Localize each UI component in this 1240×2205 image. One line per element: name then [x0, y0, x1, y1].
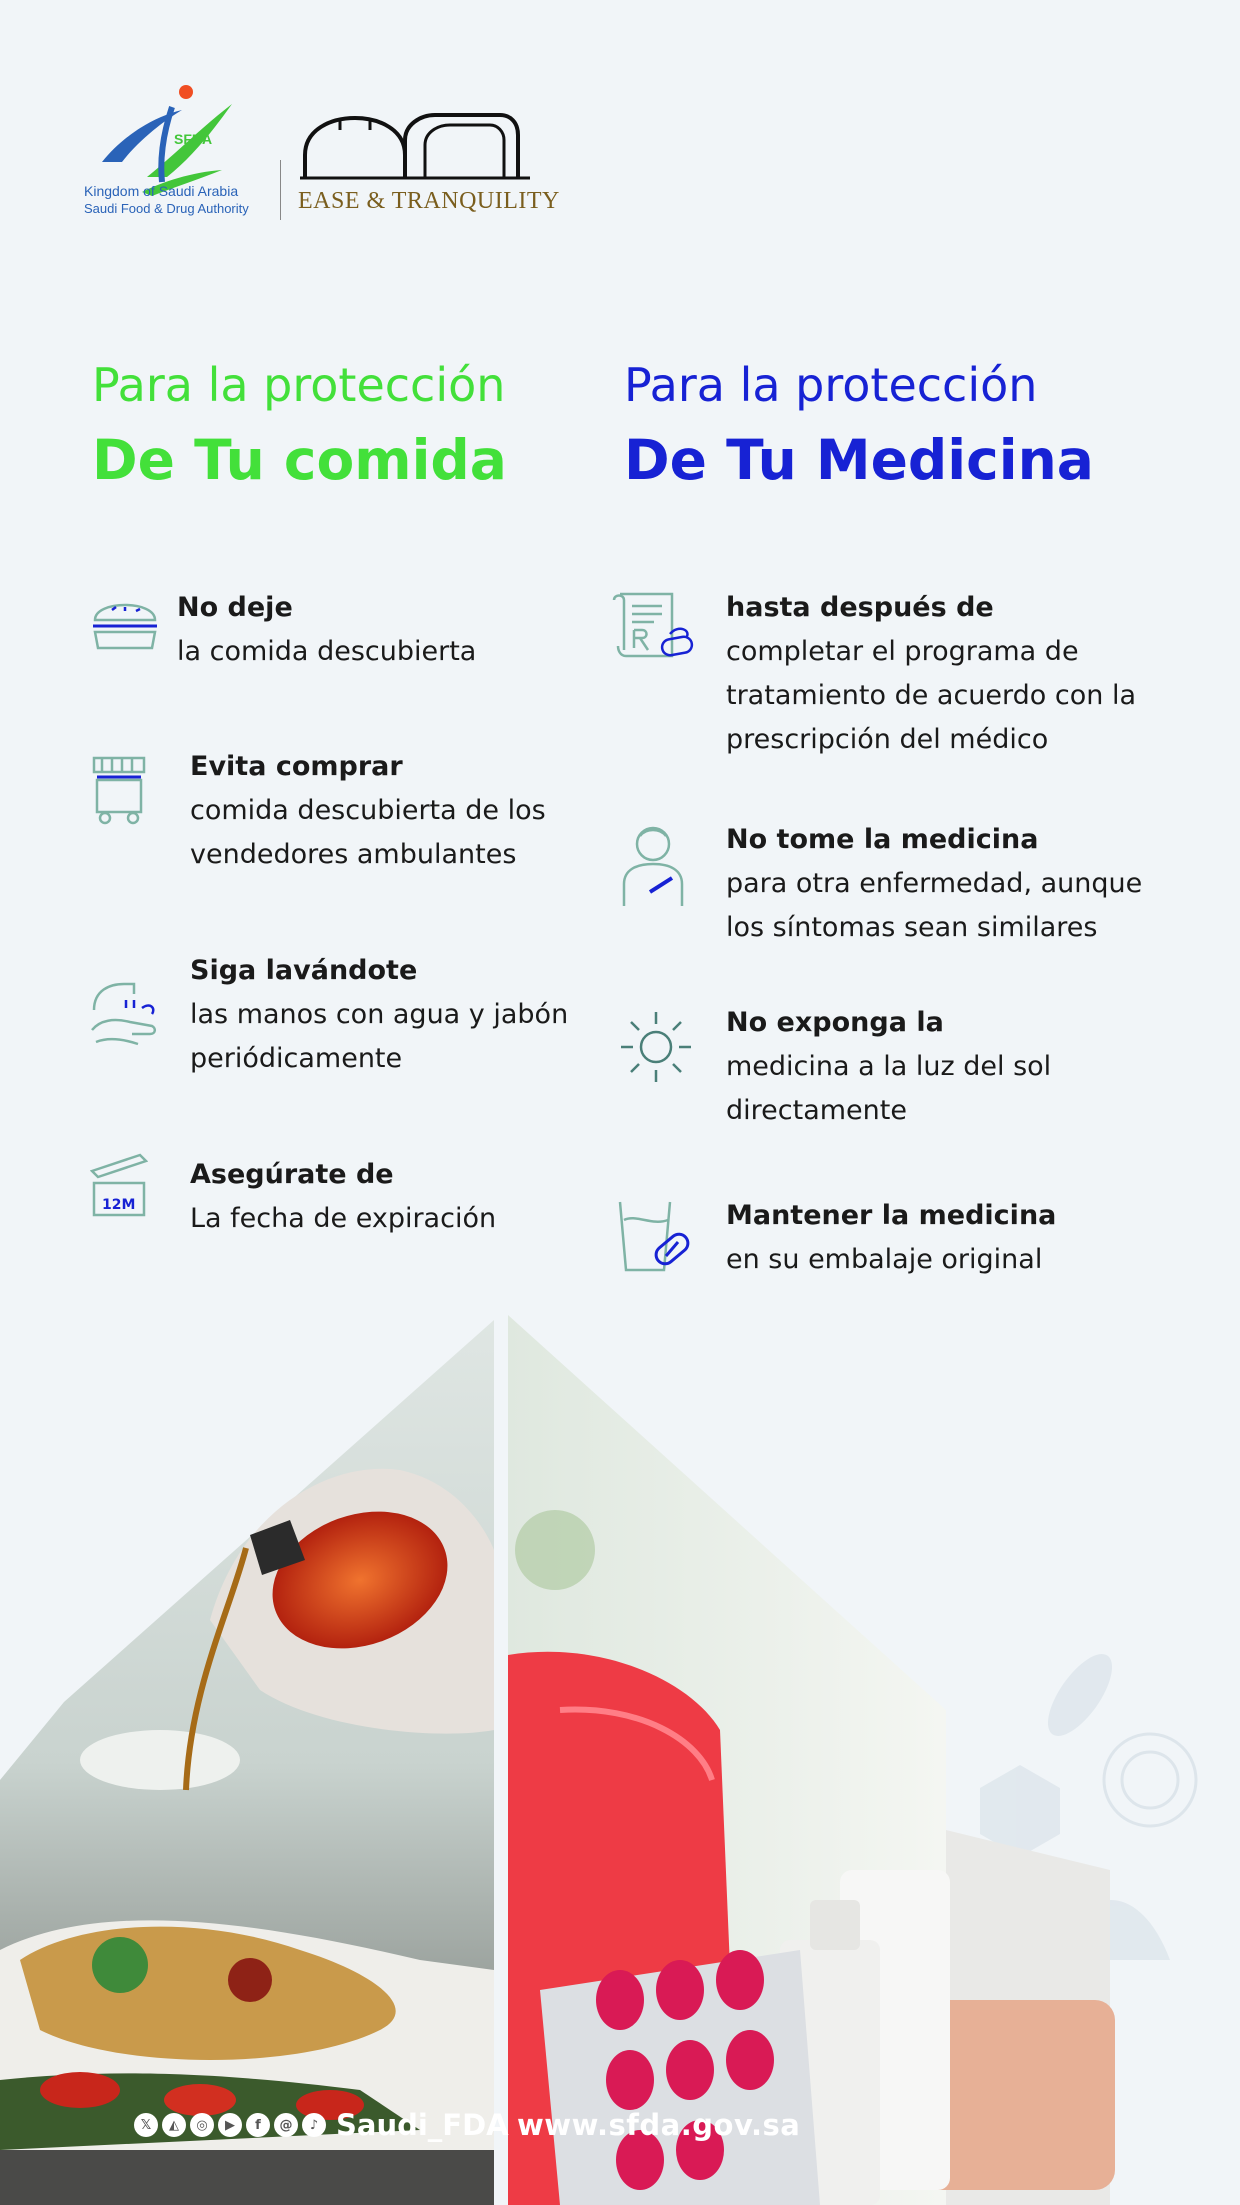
sfda-abbr: SFDA [174, 131, 213, 147]
youtube-icon[interactable]: ▶ [218, 2113, 242, 2137]
ease-tranquility-text: EASE & TRANQUILITY [298, 188, 560, 214]
patient-icon [620, 822, 686, 908]
medicine-photo [508, 1315, 1115, 2205]
photo-area [0, 1310, 1240, 2205]
medicine-tip-title: No exponga la [726, 1007, 944, 1038]
tiktok-icon[interactable]: ♪ [302, 2113, 326, 2137]
food-tip-line: vendedores ambulantes [190, 839, 517, 870]
header-divider [280, 160, 281, 220]
can-expiry-label: 12M [102, 1197, 136, 1213]
website-link[interactable]: www.sfda.gov.sa [517, 2108, 801, 2142]
prescription-icon [612, 590, 696, 664]
sfda-name-line2: Saudi Food & Drug Authority [84, 201, 249, 216]
food-can-icon [90, 1153, 148, 1219]
food-photo [0, 1320, 494, 2205]
medicine-tip-title: hasta después de [726, 592, 994, 623]
food-tip-line: periódicamente [190, 1043, 403, 1074]
sfda-name-line1: Kingdom of Saudi Arabia [84, 183, 239, 199]
food-tip-line: La fecha de expiración [190, 1203, 497, 1234]
food-tip-title: Evita comprar [190, 751, 403, 782]
food-tip-title: No deje [177, 592, 293, 623]
burger-icon [90, 592, 160, 654]
medicine-heading-top: Para la protección [624, 358, 1038, 412]
ease-tranquility-logo [300, 110, 530, 180]
snapchat-icon[interactable]: ◭ [162, 2113, 186, 2137]
medicine-tip-title: Mantener la medicina [726, 1200, 1057, 1231]
medicine-tip-line: directamente [726, 1095, 907, 1126]
food-heading-main: De Tu comida [92, 428, 507, 492]
x-icon[interactable]: 𝕏 [134, 2113, 158, 2137]
medicine-tip-line: para otra enfermedad, aunque [726, 868, 1143, 899]
food-tip-title: Siga lavándote [190, 955, 418, 986]
food-tip-title: Asegúrate de [190, 1159, 394, 1190]
food-tip-line: la comida descubierta [177, 636, 477, 667]
sun-icon [617, 1008, 695, 1086]
pill-box-icon [618, 1198, 694, 1274]
medicine-tip-line: los síntomas sean similares [726, 912, 1098, 943]
instagram-icon[interactable]: ◎ [190, 2113, 214, 2137]
medicine-tip-line: en su embalaje original [726, 1244, 1043, 1275]
facebook-icon[interactable]: f [246, 2113, 270, 2137]
food-cart-icon [90, 752, 148, 828]
medicine-tip-title: No tome la medicina [726, 824, 1039, 855]
hand-washing-icon [90, 980, 158, 1050]
medicine-tip-line: prescripción del médico [726, 724, 1049, 755]
medicine-tip-line: completar el programa de [726, 636, 1079, 667]
social-handle[interactable]: Saudi_FDA [336, 2108, 509, 2142]
food-tip-line: comida descubierta de los [190, 795, 546, 826]
threads-icon[interactable]: @ [274, 2113, 298, 2137]
medicine-tip-line: tratamiento de acuerdo con la [726, 680, 1136, 711]
food-tip-line: las manos con agua y jabón [190, 999, 569, 1030]
medicine-heading-main: De Tu Medicina [624, 428, 1094, 492]
social-icons [134, 2113, 326, 2137]
food-heading-top: Para la protección [92, 358, 506, 412]
medicine-tip-line: medicina a la luz del sol [726, 1051, 1052, 1082]
